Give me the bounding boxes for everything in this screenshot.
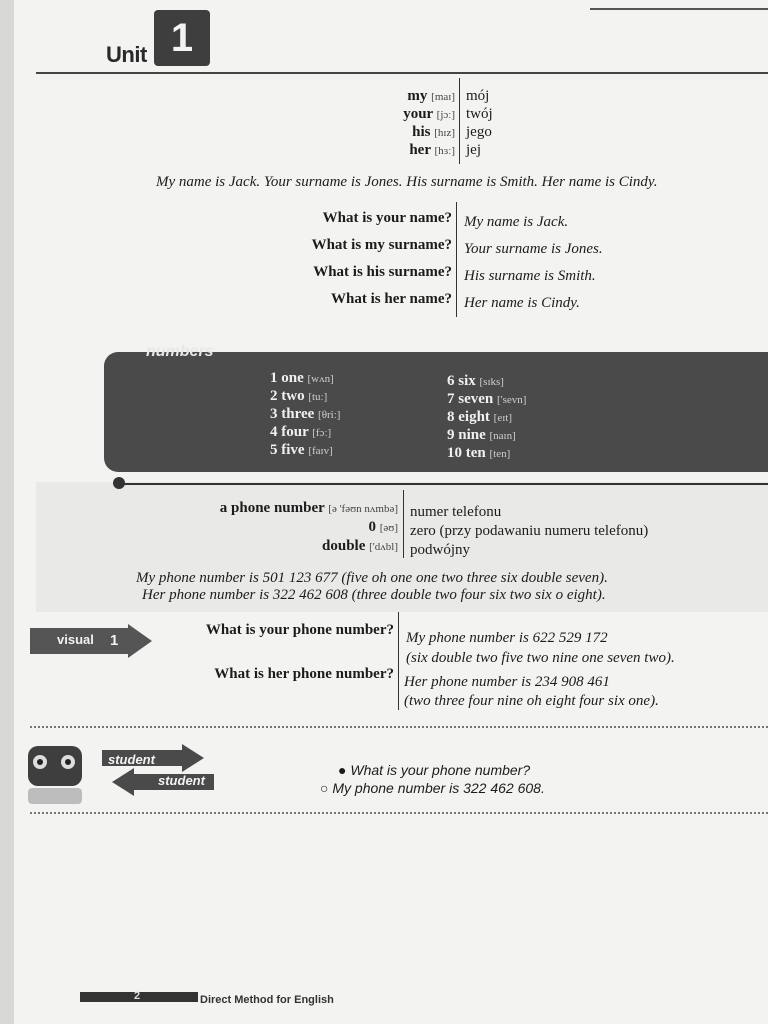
visual-number: 1 — [110, 632, 119, 649]
vocab-translation: podwójny — [410, 542, 470, 558]
possessive-translation: jej — [466, 142, 481, 158]
number-ipa: [θriː] — [318, 409, 341, 421]
possessive-word: her — [409, 142, 431, 158]
number-item — [447, 445, 526, 463]
vocab-row — [120, 538, 398, 557]
possessive-translation: twój — [466, 106, 493, 122]
possessive-ipa: [maɪ] — [431, 91, 455, 103]
student-label: student — [108, 752, 155, 767]
vocab-words — [120, 500, 398, 557]
page-gutter — [0, 0, 14, 1024]
possessive-ipa: [jɔː] — [436, 109, 455, 121]
number-ipa: [tuː] — [308, 391, 328, 403]
qa-question: What is your name? — [322, 210, 452, 226]
number-ipa: [sɪks] — [479, 376, 504, 388]
vocab-row — [120, 500, 398, 519]
qa-question: What is his surname? — [313, 264, 452, 280]
number-ipa: [eɪt] — [493, 412, 512, 424]
vocab-row — [120, 519, 398, 538]
possessives-words — [250, 88, 455, 160]
possessive-word: his — [412, 124, 431, 140]
possessive-row — [250, 88, 455, 106]
phone-sentence: My phone number is 501 123 677 (five oh one one two three six double seven). — [136, 570, 608, 586]
number-item — [270, 388, 340, 406]
vocab-translations — [410, 504, 750, 561]
visual-answer-spelled: (six double two five two nine one seven two). — [406, 650, 675, 666]
possessive-ipa: [hɜː] — [434, 145, 455, 157]
phone-sentence: Her phone number is 322 462 608 (three double two four six two six o eight). — [142, 587, 606, 603]
number-label: 10 ten — [447, 445, 486, 461]
qa-answer: Your surname is Jones. — [464, 241, 603, 257]
number-label: 2 two — [270, 388, 305, 404]
number-item — [270, 442, 340, 460]
vocab-word: 0 — [368, 519, 376, 535]
number-ipa: [naɪn] — [489, 430, 516, 442]
number-item — [270, 424, 340, 442]
qa-divider — [456, 202, 457, 317]
vocab-ipa: [ə 'fəʊn nʌmbə] — [328, 503, 398, 515]
vocab-word: double — [322, 538, 366, 554]
possessive-translation: mój — [466, 88, 490, 104]
visual-answer-spelled: (two three four nine oh eight four six one). — [404, 693, 659, 709]
top-rule — [590, 8, 768, 10]
number-label: 7 seven — [447, 391, 494, 407]
qa-answer: My name is Jack. — [464, 214, 569, 230]
possessive-row — [250, 106, 455, 124]
intro-sentence: My name is Jack. Your surname is Jones. His surname is Smith. Her name is Cindy. — [156, 174, 658, 190]
qa-question: What is her name? — [331, 291, 452, 307]
unit-number-badge: 1 — [154, 10, 210, 66]
number-ipa: [fɔː] — [312, 427, 332, 439]
vocab-ipa: [əʊ] — [379, 522, 398, 534]
vocab-word: a phone number — [219, 500, 325, 516]
possessive-translation: jego — [466, 124, 492, 140]
possessives-translations — [466, 88, 586, 160]
number-label: 8 eight — [447, 409, 490, 425]
header-rule — [36, 72, 768, 74]
section-rule — [118, 483, 768, 485]
number-item — [270, 370, 340, 388]
qa-answer: His surname is Smith. — [464, 268, 596, 284]
number-label: 9 nine — [447, 427, 486, 443]
student-line: ○ My phone number is 322 462 608. — [320, 780, 545, 796]
visual-answer: My phone number is 622 529 172 — [406, 630, 608, 646]
numbers-left-column — [270, 370, 340, 460]
page-number: 2 — [134, 990, 141, 1002]
vocab-ipa: ['dʌbl] — [369, 541, 398, 553]
vocab-translation: zero (przy podawaniu numeru telefonu) — [410, 523, 649, 539]
student-line: ● What is your phone number? — [338, 762, 531, 778]
numbers-panel — [104, 352, 768, 472]
student-question: What is your phone number? — [350, 762, 531, 778]
number-item — [447, 427, 526, 445]
numbers-right-column — [447, 373, 526, 463]
visual-question: What is her phone number? — [214, 666, 394, 682]
footer-text: Direct Method for English — [200, 994, 334, 1006]
dotted-separator — [30, 812, 768, 814]
number-label: 5 five — [270, 442, 305, 458]
number-ipa: [faɪv] — [308, 445, 333, 457]
vocab-translation: numer telefonu — [410, 504, 502, 520]
number-label: 4 four — [270, 424, 309, 440]
number-item — [447, 391, 526, 409]
number-ipa: [wʌn] — [307, 373, 334, 385]
number-label: 3 three — [270, 406, 315, 422]
qa-questions — [162, 210, 452, 318]
qa-question: What is my surname? — [311, 237, 452, 253]
possessive-row — [250, 142, 455, 160]
number-ipa: [ten] — [489, 448, 511, 460]
number-label: 1 one — [270, 370, 304, 386]
qa-answers — [464, 214, 744, 322]
possessives-divider — [459, 78, 460, 164]
dotted-separator — [30, 726, 768, 728]
student-label: student — [158, 773, 205, 788]
qa-answer: Her name is Cindy. — [464, 295, 580, 311]
vocab-divider — [403, 490, 404, 558]
possessive-ipa: [hɪz] — [434, 127, 455, 139]
possessive-word: my — [407, 88, 428, 104]
possessive-row — [250, 124, 455, 142]
number-item — [447, 373, 526, 391]
visual-label: visual — [57, 632, 94, 647]
number-label: 6 six — [447, 373, 476, 389]
numbers-title: numbers — [146, 343, 214, 360]
number-item — [270, 406, 340, 424]
faces-icon — [28, 744, 84, 806]
visual-divider — [398, 612, 399, 710]
number-item — [447, 409, 526, 427]
student-answer: My phone number is 322 462 608. — [332, 780, 545, 796]
visual-answer: Her phone number is 234 908 461 — [404, 674, 610, 690]
possessive-word: your — [403, 106, 433, 122]
visual-question: What is your phone number? — [205, 622, 394, 638]
unit-label: Unit — [106, 42, 147, 67]
number-ipa: ['sevn] — [497, 394, 527, 406]
